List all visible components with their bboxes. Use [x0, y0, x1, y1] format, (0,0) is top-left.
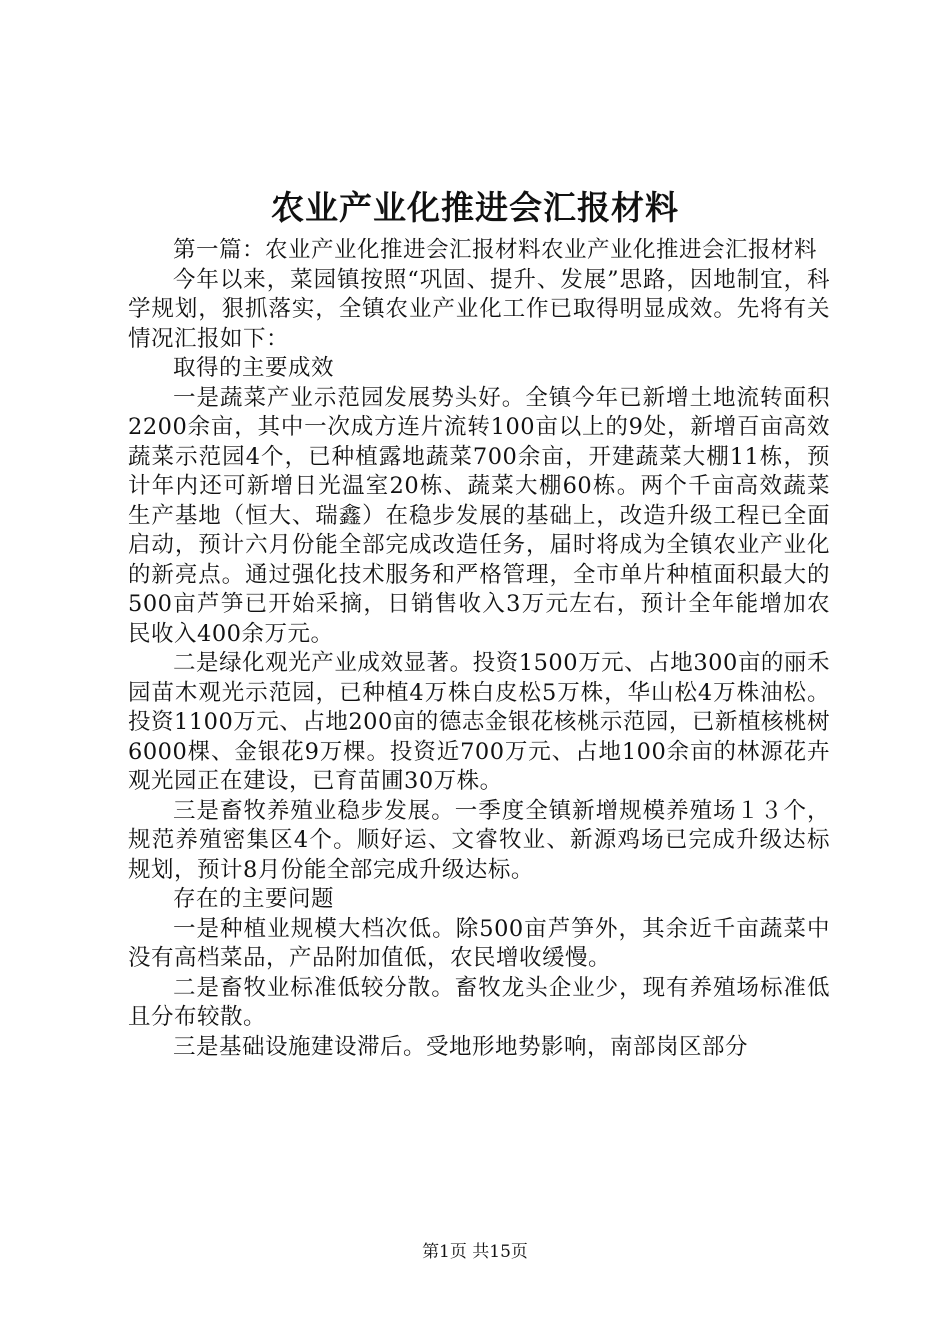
section-heading: 取得的主要成效 — [173, 355, 335, 381]
paragraph: 三是基础设施建设滞后。受地形地势影响，南部岗区部分 — [173, 1033, 749, 1060]
document-body — [128, 236, 830, 1062]
paragraph: 一是蔬菜产业示范园发展势头好。全镇今年已新增土地流转面积2200余亩，其中一次成方连片流转100亩以上的9处，新增百亩高效蔬菜示范园4个，已种植露地蔬菜700余亩，开建蔬菜大棚11栋，预计年内还可新增日光温室20栋、蔬菜大棚60栋。两个千亩高效蔬菜生产基地（恒大、瑞鑫）在稳步发展的基础上，改造升级工程已全面启动，预计六月份能全部完成改造任务，届时将成为全镇农业产业化的新亮点。通过强化技术服务和严格管理，全市单片种植面积最大的500亩芦笋已开始采摘，日销售收入3万元左右，预计全年能增加农民收入400余万元。 — [128, 384, 830, 647]
document-title: 农业产业化推进会汇报材料 — [271, 188, 679, 227]
paragraph: 一是种植业规模大档次低。除500亩芦笋外，其余近千亩蔬菜中没有高档菜品，产品附加值低，农民增收缓慢。 — [128, 915, 830, 971]
paragraph: 二是畜牧业标准低较分散。畜牧龙头企业少，现有养殖场标准低且分布较散。 — [128, 974, 830, 1030]
paragraph: 第一篇：农业产业化推进会汇报材料农业产业化推进会汇报材料 — [173, 237, 818, 263]
section-heading: 存在的主要问题 — [173, 886, 335, 912]
paragraph: 今年以来，菜园镇按照“巩固、提升、发展”思路，因地制宜，科学规划，狠抓落实，全镇农业产业化工作已取得明显成效。先将有关情况汇报如下： — [128, 266, 830, 352]
paragraph: 三是畜牧养殖业稳步发展。一季度全镇新增规模养殖场１３个，规范养殖密集区4个。顺好运、文睿牧业、新源鸡场已完成升级达标规划，预计8月份能全部完成升级达标。 — [128, 797, 830, 883]
paragraph: 二是绿化观光产业成效显著。投资1500万元、占地300亩的丽禾园苗木观光示范园，已种植4万株白皮松5万株，华山松4万株油松。投资1100万元、占地200亩的德志金银花核桃示范园，已新植核桃树6000棵、金银花9万棵。投资近700万元、占地100余亩的林源花卉观光园正在建设，已育苗圃30万株。 — [128, 650, 830, 794]
page-number-footer: 第1页 共15页 — [422, 1242, 528, 1262]
